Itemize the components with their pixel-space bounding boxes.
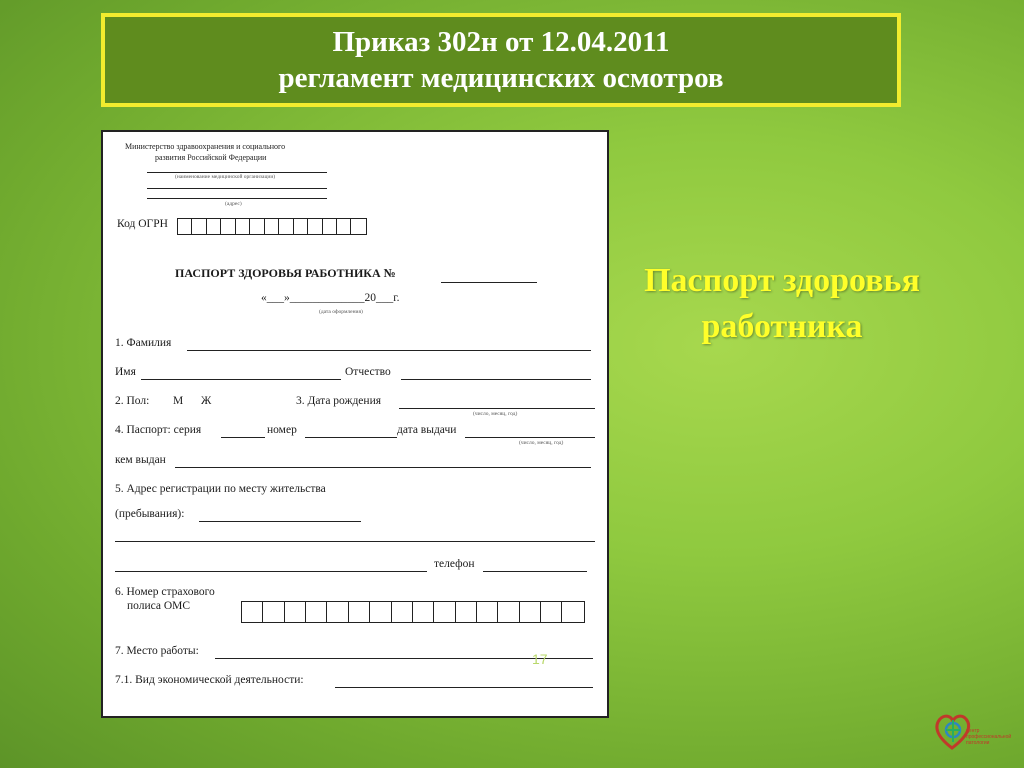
insurance-label-2: полиса ОМС (127, 600, 191, 612)
phone-label: телефон (434, 558, 475, 570)
issue-date-caption: (число, месяц, год) (519, 440, 564, 446)
address-line-3 (115, 571, 427, 572)
surname-label: 1. Фамилия (115, 337, 172, 349)
birth-date-line (399, 408, 595, 409)
slide-title-line2: регламент медицинских осмотров (278, 62, 724, 94)
address-caption: (адрес) (225, 201, 242, 207)
phone-line (483, 571, 587, 572)
page-number: 17 (532, 651, 548, 667)
slide-title-box (101, 13, 901, 107)
surname-line (187, 350, 591, 351)
name-line (141, 379, 341, 380)
health-passport-form-image (101, 130, 609, 718)
ministry-line2: развития Российской Федерации (155, 153, 267, 162)
ministry-line1: Министерство здравоохранения и социального (125, 142, 286, 151)
birth-date-label: 3. Дата рождения (296, 395, 382, 407)
address-label: 5. Адрес регистрации по месту жительства (115, 483, 326, 495)
issued-by-label: кем выдан (115, 454, 166, 466)
passport-series-label: 4. Паспорт: серия (115, 424, 202, 436)
name-label: Имя (115, 366, 136, 378)
ogrn-cells (177, 218, 367, 235)
insurance-policy-cells (241, 601, 585, 623)
patronymic-line (401, 379, 591, 380)
sex-label: 2. Пол: (115, 395, 150, 407)
sex-female: Ж (201, 395, 212, 407)
passport-series-line (221, 437, 265, 438)
patronymic-label: Отчество (345, 366, 391, 378)
side-title-line1: Паспорт здоровья (644, 262, 920, 299)
issue-date-label: дата выдачи (397, 424, 457, 436)
passport-number-field-line (305, 437, 397, 438)
slide-title-line1: Приказ 302н от 12.04.2011 (332, 26, 670, 58)
insurance-label-1: 6. Номер страхового (115, 586, 215, 598)
logo-caption (966, 728, 1011, 746)
sex-male: М (173, 395, 184, 407)
issue-date-line (465, 437, 595, 438)
passport-date: «___»_____________20___г. (261, 292, 400, 304)
issued-by-line (175, 467, 591, 468)
passport-title: ПАСПОРТ ЗДОРОВЬЯ РАБОТНИКА № (175, 266, 396, 280)
stay-label: (пребывания): (115, 508, 185, 520)
economic-activity-line (335, 687, 593, 688)
logo-text-3: патологии (966, 740, 990, 746)
org-line-3 (147, 198, 327, 199)
passport-number-line (441, 282, 537, 283)
stay-line (199, 521, 361, 522)
date-caption: (дата оформления) (319, 309, 363, 315)
logo-text-1: центр (966, 728, 980, 734)
org-line (147, 172, 327, 173)
side-title (612, 258, 952, 350)
economic-activity-label: 7.1. Вид экономической деятельности: (115, 674, 304, 686)
passport-number-label: номер (267, 424, 297, 436)
birth-date-caption: (число, месяц, год) (473, 411, 518, 417)
logo-text-2: профессиональной (966, 734, 1012, 740)
work-place-label: 7. Место работы: (115, 645, 199, 657)
side-title-line2: работника (701, 308, 863, 345)
org-line-2 (147, 188, 327, 189)
ogrn-label: Код ОГРН (117, 218, 168, 230)
org-caption: (наименование медицинской организации) (175, 174, 276, 180)
address-line-2 (115, 541, 595, 542)
